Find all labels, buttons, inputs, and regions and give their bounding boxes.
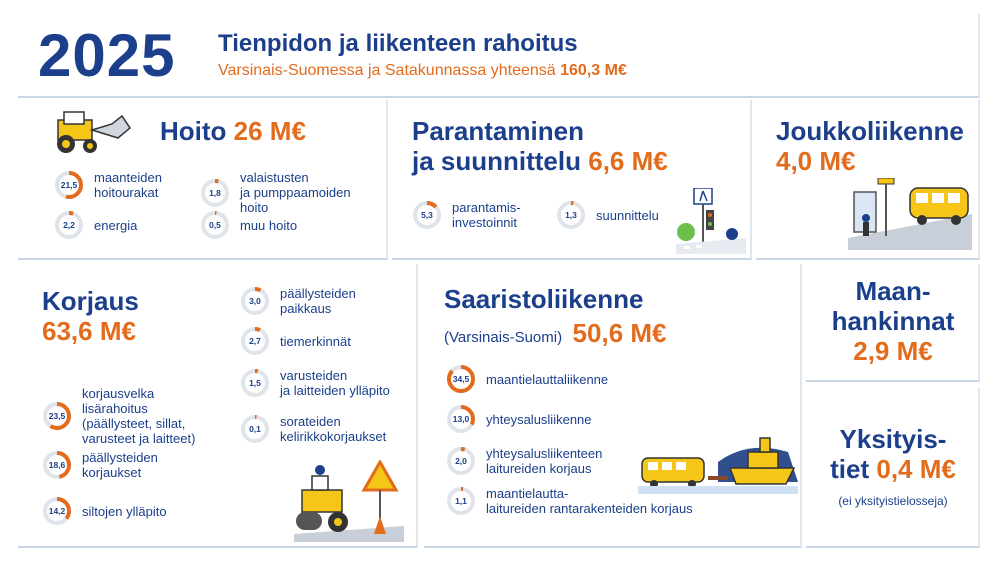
donut-chart: [54, 210, 84, 240]
parantaminen-title-1: Parantaminen: [412, 116, 584, 146]
donut-item: [200, 210, 297, 240]
saaristo-panel: [424, 264, 802, 548]
donut-chart: [446, 404, 476, 434]
yksit-panel: [806, 388, 980, 548]
parantaminen-title-2-row: [412, 146, 668, 176]
page-title: Tienpidon ja liikenteen rahoitus: [218, 30, 578, 57]
donut-item: [42, 386, 195, 446]
donut-item: [556, 200, 659, 230]
item-label: maantielautta- laitureiden rantarakenteiden korjaus: [486, 486, 693, 516]
maan-title-1: Maan-: [855, 276, 931, 306]
donut-item: [42, 496, 167, 526]
donut-item: [240, 414, 386, 444]
saaristo-region: (Varsinais-Suomi): [444, 329, 563, 346]
hoito-amount: 26 M€: [233, 116, 306, 146]
joukko-amount: 4,0 M€: [776, 146, 856, 176]
donut-value: 2,0: [455, 456, 467, 466]
item-label: muu hoito: [240, 217, 298, 233]
item-label: siltojen ylläpito: [82, 503, 167, 519]
parantaminen-title-2: ja suunnittelu: [412, 146, 581, 176]
donut-value: 0,1: [249, 424, 261, 434]
item-label: päällysteiden paikkaus: [280, 286, 356, 316]
donut-chart: [412, 200, 442, 230]
korjaus-amount: 63,6 M€: [42, 316, 136, 346]
subtitle-total: 160,3 M€: [560, 62, 627, 79]
donut-value: 1,1: [455, 496, 467, 506]
item-label: päällysteiden korjaukset: [82, 450, 158, 480]
roadwork-illustration: [294, 460, 404, 542]
saaristo-subline: [444, 318, 667, 348]
ferry-illustration: [638, 432, 798, 494]
donut-chart: [200, 210, 230, 240]
donut-chart: [446, 446, 476, 476]
yksit-note: (ei yksityistielosseja): [838, 494, 948, 508]
yksit-title-2: tiet: [830, 454, 870, 484]
donut-chart: [446, 486, 476, 516]
donut-item: [240, 286, 356, 316]
korjaus-panel: [18, 264, 418, 548]
item-label: maantielauttaliikenne: [486, 371, 609, 387]
item-label: valaistusten ja pumppaamoiden hoito: [240, 170, 351, 215]
yksit-amount: 0,4 M€: [876, 454, 956, 484]
donut-item: [446, 404, 592, 434]
donut-value: 14,2: [48, 506, 66, 516]
donut-value: 13,0: [452, 414, 470, 424]
item-label: varusteiden ja laitteiden ylläpito: [280, 368, 390, 398]
donut-chart: [556, 200, 586, 230]
donut-item: [200, 170, 351, 215]
donut-chart: [42, 450, 72, 480]
item-label: energia: [94, 217, 138, 233]
donut-value: 18,6: [48, 460, 66, 470]
donut-chart: [240, 368, 270, 398]
item-label: yhteysalusliikenne: [486, 411, 592, 427]
donut-value: 1,8: [209, 187, 221, 198]
donut-value: 2,2: [63, 220, 75, 230]
item-label: tiemerkinnät: [280, 333, 351, 349]
donut-value: 5,3: [421, 210, 433, 220]
donut-value: 1,5: [249, 378, 261, 388]
maan-amount: 2,9 M€: [853, 336, 933, 366]
joukko-heading: [776, 116, 964, 176]
donut-item: [446, 364, 608, 394]
korjaus-heading: [42, 286, 139, 346]
donut-value: 2,7: [249, 336, 261, 346]
crosswalk-illustration: [676, 188, 746, 254]
donut-chart: [240, 414, 270, 444]
donut-chart: [240, 326, 270, 356]
year-title: 2025: [38, 22, 176, 89]
donut-value: 34,5: [452, 374, 470, 384]
donut-item: [42, 450, 158, 480]
donut-item: [240, 368, 390, 398]
header-panel: [18, 14, 980, 98]
item-label: sorateiden kelirikkokorjaukset: [280, 414, 387, 444]
item-label: parantamis- investoinnit: [452, 200, 521, 230]
donut-value: 1,3: [565, 210, 577, 220]
item-label: yhteysalusliikenteen laitureiden korjaus: [486, 446, 603, 476]
donut-value: 23,5: [48, 411, 66, 421]
donut-chart: [240, 286, 270, 316]
subtitle-text: Varsinais-Suomessa ja Satakunnassa yhteensä: [218, 62, 561, 79]
donut-item: [412, 200, 521, 230]
item-label: maanteiden hoitourakat: [94, 170, 162, 200]
donut-chart: [200, 178, 230, 208]
maan-panel: [806, 264, 980, 382]
tractor-illustration: [48, 108, 138, 158]
maan-title-2: hankinnat: [831, 306, 955, 336]
donut-value: 0,5: [209, 220, 221, 230]
parantaminen-panel: [392, 100, 752, 260]
saaristo-title: Saaristoliikenne: [444, 284, 644, 314]
page-subtitle: [218, 62, 627, 80]
yksit-title-2-row: [806, 454, 980, 484]
donut-item: [240, 326, 351, 356]
donut-item: [446, 446, 602, 476]
hoito-title: Hoito: [160, 116, 227, 146]
saaristo-amount: 50,6 M€: [572, 318, 667, 348]
yksit-title-1: Yksityis-: [839, 424, 947, 454]
parantaminen-heading: [412, 116, 668, 176]
joukko-title: Joukkoliikenne: [776, 116, 964, 146]
donut-chart: [54, 170, 84, 200]
korjaus-title: Korjaus: [42, 286, 139, 316]
donut-value: 3,0: [249, 296, 261, 306]
donut-chart: [42, 401, 72, 431]
joukko-panel: [756, 100, 980, 260]
yksit-heading: [806, 424, 980, 484]
donut-value: 21,5: [60, 180, 78, 190]
donut-item: [54, 210, 137, 240]
donut-chart: [446, 364, 476, 394]
parantaminen-amount: 6,6 M€: [588, 146, 668, 176]
donut-item: [54, 170, 162, 200]
hoito-heading: [160, 116, 306, 146]
item-label: korjausvelka lisärahoitus (päällysteet, sillat, varusteet ja laitteet): [82, 386, 196, 446]
donut-chart: [42, 496, 72, 526]
maan-heading: [806, 276, 980, 366]
bus-stop-illustration: [848, 178, 972, 250]
hoito-panel: [18, 100, 388, 260]
item-label: suunnittelu: [596, 207, 659, 223]
